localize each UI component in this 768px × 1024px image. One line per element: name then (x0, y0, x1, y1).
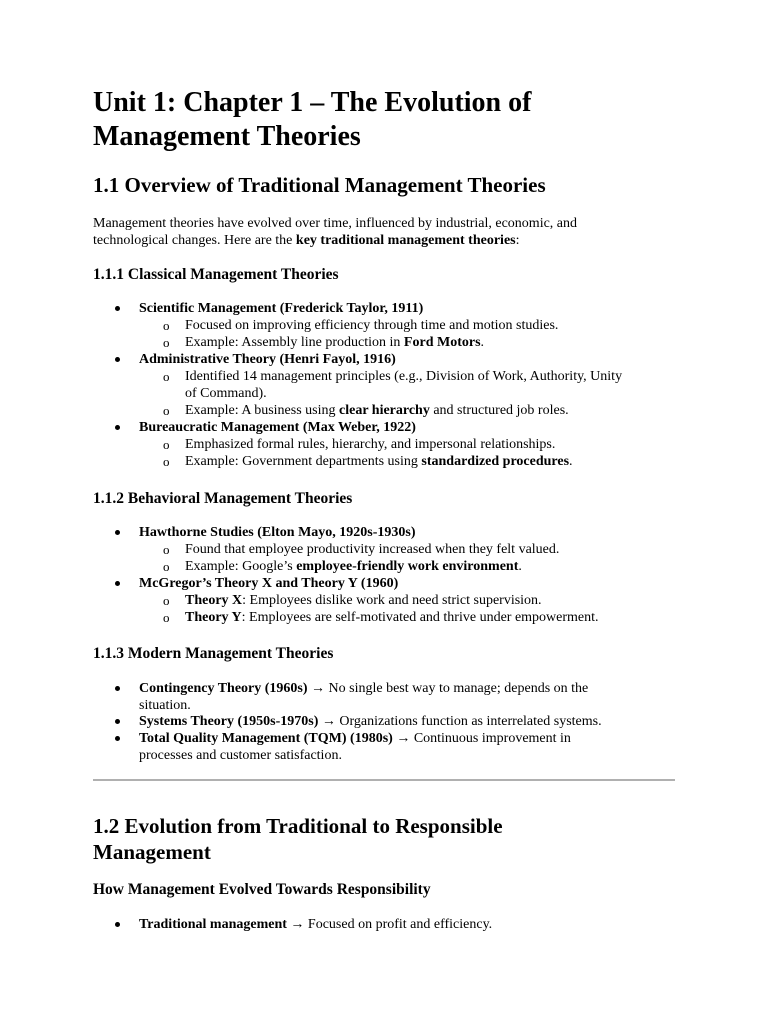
bullet-icon (115, 922, 120, 927)
section-1-1-1-heading: 1.1.1 Classical Management Theories (93, 266, 339, 283)
bullet-icon (115, 425, 120, 430)
sub-bullet-icon: o (163, 542, 170, 557)
section-1-1-2-heading: 1.1.2 Behavioral Management Theories (93, 490, 353, 507)
sub-item: Found that employee productivity increased when they felt valued. (185, 542, 560, 557)
bullet-icon (115, 581, 120, 586)
sub-item-continuation: of Command). (185, 386, 267, 401)
intro-line-1: Management theories have evolved over time, influenced by industrial, economic, and (93, 216, 578, 231)
intro-colon: : (515, 233, 520, 248)
list-item-label: Scientific Management (Frederick Taylor, 1911) (139, 301, 424, 316)
list-item: Contingency Theory (1960s) → No single best way to manage; depends on the (139, 681, 589, 696)
list-item-label: Bureaucratic Management (Max Weber, 1922) (139, 420, 416, 435)
sub-item: Example: Assembly line production in Ford Motors. (185, 335, 485, 350)
bullet-icon (115, 686, 120, 691)
list-item-label: Hawthorne Studies (Elton Mayo, 1920s-1930s) (139, 525, 416, 540)
sub-bullet-icon: o (163, 610, 170, 625)
sub-bullet-icon: o (163, 454, 170, 469)
bullet-icon (115, 530, 120, 535)
bullet-icon (115, 736, 120, 741)
title-line-2: Management Theories (93, 121, 361, 152)
horizontal-divider (93, 779, 675, 781)
section-1-2-subheading: How Management Evolved Towards Responsibility (93, 881, 431, 898)
document-title (93, 86, 683, 154)
list-item-continuation: situation. (139, 698, 191, 713)
bullet-icon (115, 719, 120, 724)
section-1-1-heading: 1.1 Overview of Traditional Management Theories (93, 173, 546, 197)
list-item-label: McGregor’s Theory X and Theory Y (1960) (139, 576, 399, 591)
sub-item: Example: Government departments using standardized procedures. (185, 454, 573, 469)
sub-item: Emphasized formal rules, hierarchy, and impersonal relationships. (185, 437, 556, 452)
intro-line-2: technological changes. Here are the (93, 233, 296, 248)
list-item-continuation: processes and customer satisfaction. (139, 748, 342, 763)
section-1-2-heading-line-1: 1.2 Evolution from Traditional to Responsible (93, 814, 503, 838)
sub-bullet-icon: o (163, 403, 170, 418)
sub-bullet-icon: o (163, 593, 170, 608)
section-1-1-intro (93, 215, 683, 249)
list-item: Total Quality Management (TQM) (1980s) → Continuous improvement in (139, 731, 571, 746)
title-line-1: Unit 1: Chapter 1 – The Evolution of (93, 87, 532, 118)
sub-item: Identified 14 management principles (e.g., Division of Work, Authority, Unity (185, 369, 623, 384)
intro-bold: key traditional management theories (295, 233, 516, 248)
sub-bullet-icon: o (163, 437, 170, 452)
sub-item: Theory X: Employees dislike work and need strict supervision. (185, 593, 542, 608)
list-item: Traditional management → Focused on profit and efficiency. (139, 917, 493, 932)
sub-item: Theory Y: Employees are self-motivated and thrive under empowerment. (185, 610, 599, 625)
sub-bullet-icon: o (163, 335, 170, 350)
sub-bullet-icon: o (163, 559, 170, 574)
sub-item: Example: A business using clear hierarchy and structured job roles. (185, 403, 569, 418)
list-item: Systems Theory (1950s-1970s) → Organizations function as interrelated systems. (139, 714, 602, 729)
list-item-label: Administrative Theory (Henri Fayol, 1916) (139, 352, 396, 367)
bullet-icon (115, 306, 120, 311)
section-1-2-heading-line-2: Management (93, 840, 211, 864)
bullet-icon (115, 357, 120, 362)
section-1-1-3-heading: 1.1.3 Modern Management Theories (93, 645, 334, 662)
sub-item: Focused on improving efficiency through time and motion studies. (185, 318, 559, 333)
sub-bullet-icon: o (163, 318, 170, 333)
sub-bullet-icon: o (163, 369, 170, 384)
sub-item: Example: Google’s employee-friendly work environment. (185, 559, 522, 574)
section-1-2-heading (93, 813, 683, 865)
